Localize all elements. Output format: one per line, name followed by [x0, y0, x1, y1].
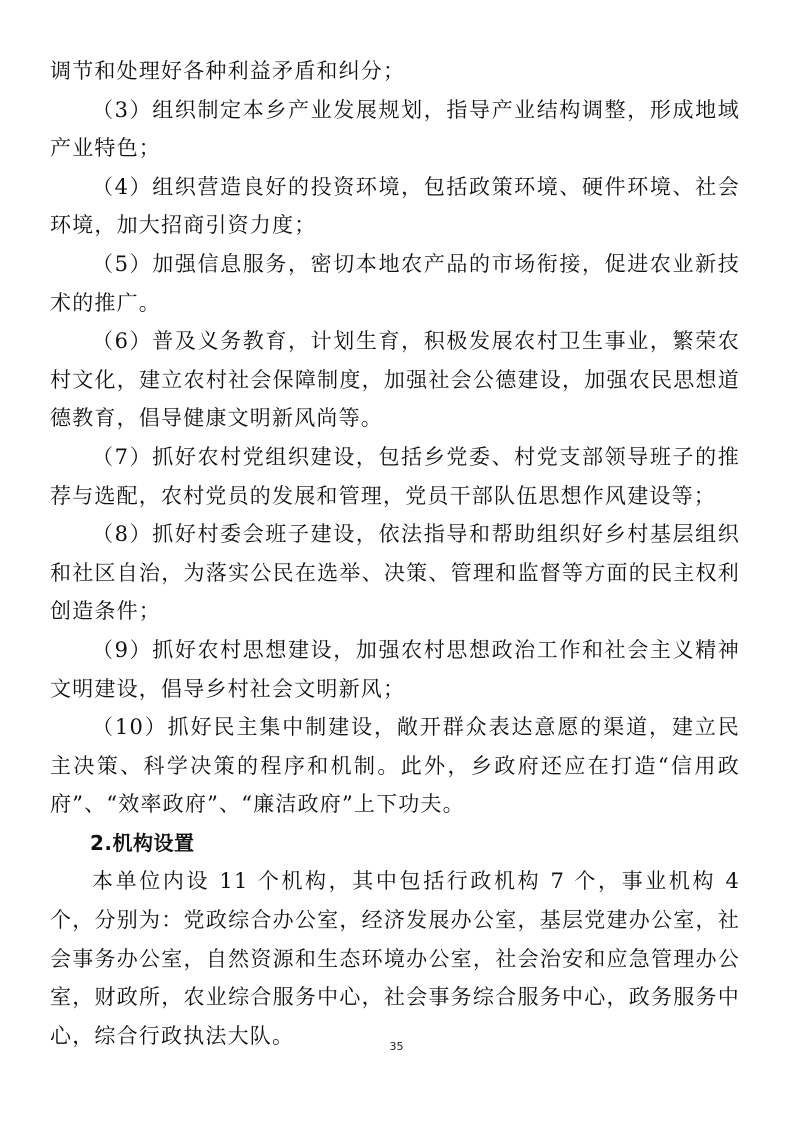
section-body: 本单位内设 11 个机构，其中包括行政机构 7 个，事业机构 4 个，分别为：党政综合办公室，经济发展办公室，基层党建办公室，社会事务办公室，自然资源和生态环境办公室，社会治安和应急管理办公室，财政所，农业综合服务中心，社会事务综合服务中心，政务服务中心，综合行政执法大队。 [50, 869, 740, 1048]
section-heading: 2.机构设置 [90, 830, 195, 855]
list-item-6: （6）普及义务教育，计划生育，积极发展农村卫生事业，繁荣农村文化，建立农村社会保障制度，加强社会公德建设，加强农民思想道德教育，倡导健康文明新风尚等。 [50, 329, 740, 431]
list-item-3: （3）组织制定本乡产业发展规划，指导产业结构调整，形成地域产业特色； [50, 97, 740, 161]
list-item-5: （5）加强信息服务，密切本地农产品的市场衔接，促进农业新技术的推广。 [50, 251, 740, 315]
document-page [50, 52, 740, 1055]
list-item-9: （9）抓好农村思想建设，加强农村思想政治工作和社会主义精神文明建设，倡导乡村社会文明新风； [50, 637, 740, 701]
list-item-8: （8）抓好村委会班子建设，依法指导和帮助组织好乡村基层组织和社区自治，为落实公民在选举、决策、管理和监督等方面的民主权利创造条件； [50, 522, 740, 624]
page-number: 35 [389, 1040, 404, 1053]
list-item-7: （7）抓好农村党组织建设，包括乡党委、村党支部领导班子的推荐与选配，农村党员的发展和管理，党员干部队伍思想作风建设等； [50, 444, 740, 508]
list-item-10: （10）抓好民主集中制建设，敞开群众表达意愿的渠道，建立民主决策、科学决策的程序和机制。此外，乡政府还应在打造“信用政府”、“效率政府”、“廉洁政府”上下功夫。 [50, 715, 740, 817]
list-item-4: （4）组织营造良好的投资环境，包括政策环境、硬件环境、社会环境，加大招商引资力度； [50, 174, 740, 238]
paragraph-continuation: 调节和处理好各种利益矛盾和纠分； [50, 59, 406, 83]
